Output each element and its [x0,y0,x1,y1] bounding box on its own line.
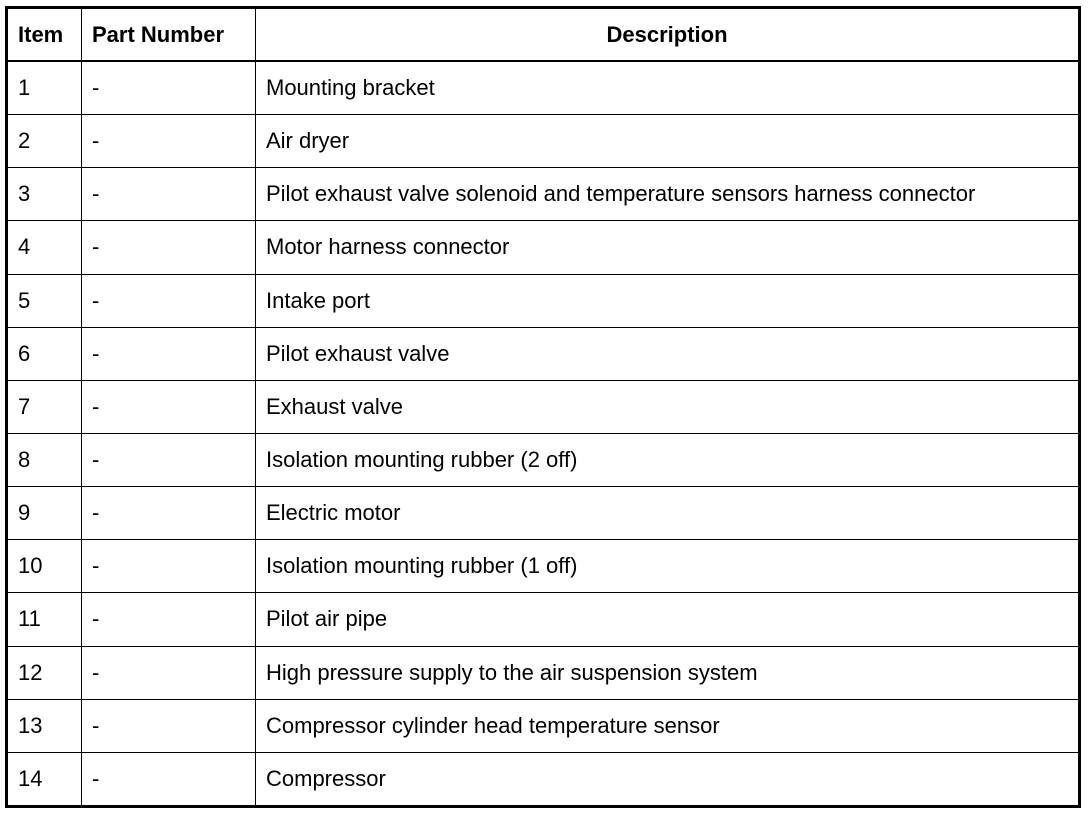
cell-item: 4 [7,221,82,274]
cell-item: 12 [7,646,82,699]
cell-item: 11 [7,593,82,646]
table-row [7,168,1080,221]
cell-item: 8 [7,433,82,486]
cell-item: 10 [7,540,82,593]
cell-description: Electric motor [256,487,1080,540]
cell-part-number: - [82,540,256,593]
cell-part-number: - [82,327,256,380]
table-row [7,61,1080,115]
table-row [7,487,1080,540]
table-row [7,380,1080,433]
cell-description: Pilot air pipe [256,593,1080,646]
cell-item: 3 [7,168,82,221]
cell-part-number: - [82,699,256,752]
table-row [7,274,1080,327]
cell-part-number: - [82,274,256,327]
table-row [7,433,1080,486]
cell-description: Motor harness connector [256,221,1080,274]
cell-item: 7 [7,380,82,433]
header-description: Description [256,8,1080,62]
cell-part-number: - [82,168,256,221]
table-row [7,327,1080,380]
cell-item: 9 [7,487,82,540]
table-row [7,221,1080,274]
header-row [7,8,1080,62]
cell-description: Isolation mounting rubber (1 off) [256,540,1080,593]
table-row [7,115,1080,168]
cell-item: 5 [7,274,82,327]
cell-part-number: - [82,752,256,806]
cell-part-number: - [82,380,256,433]
table-body [7,61,1080,807]
cell-part-number: - [82,593,256,646]
cell-description: Compressor cylinder head temperature sensor [256,699,1080,752]
cell-description: Pilot exhaust valve [256,327,1080,380]
cell-description: Compressor [256,752,1080,806]
cell-item: 14 [7,752,82,806]
table-row [7,593,1080,646]
header-part-number: Part Number [82,8,256,62]
table-row [7,699,1080,752]
cell-description: Isolation mounting rubber (2 off) [256,433,1080,486]
cell-item: 1 [7,61,82,115]
header-item: Item [7,8,82,62]
cell-description: Mounting bracket [256,61,1080,115]
cell-part-number: - [82,61,256,115]
table-row [7,646,1080,699]
cell-item: 13 [7,699,82,752]
cell-description: Pilot exhaust valve solenoid and temperature sensors harness connector [256,168,1080,221]
cell-description: Air dryer [256,115,1080,168]
cell-part-number: - [82,646,256,699]
parts-table [5,6,1081,808]
cell-item: 2 [7,115,82,168]
cell-description: Exhaust valve [256,380,1080,433]
table-header [7,8,1080,62]
cell-part-number: - [82,221,256,274]
cell-part-number: - [82,487,256,540]
table-row [7,540,1080,593]
cell-part-number: - [82,433,256,486]
cell-description: High pressure supply to the air suspension system [256,646,1080,699]
cell-description: Intake port [256,274,1080,327]
cell-item: 6 [7,327,82,380]
table-row [7,752,1080,806]
cell-part-number: - [82,115,256,168]
